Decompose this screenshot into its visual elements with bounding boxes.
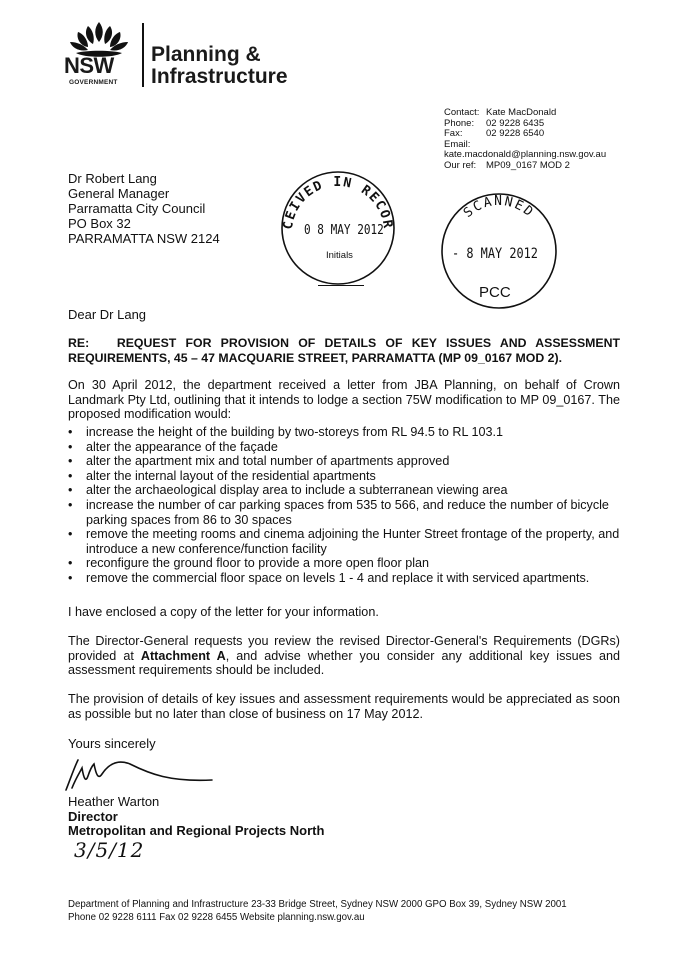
subject-line: RE: REQUEST FOR PROVISION OF DETAILS OF KEY ISSUES AND ASSESSMENT REQUIREMENTS, 45 – 47 MACQUARIE STREET, PARRAMATTA (MP 09_0167 MOD 2).	[68, 336, 620, 365]
list-item: • remove the meeting rooms and cinema adjoining the Hunter Street frontage of the property, and introduce a new conference/function facility	[68, 527, 620, 556]
phone-value: 02 9228 6435	[486, 117, 545, 129]
signatory-name: Heather Warton	[68, 794, 160, 809]
handwritten-signature	[60, 750, 220, 796]
paragraph-intro: On 30 April 2012, the department received a letter from JBA Planning, on behalf of Crown Landmark Pty Ltd, outlining that it intends to lodge a section 75W modification to MP 09_0167. The proposed modification would:	[68, 378, 620, 422]
request-text-start: The Director-General requests you review the revised Director-General's Requirements (DGRs) provided at	[68, 634, 620, 663]
signatory-title: Director	[68, 809, 118, 824]
scanned-stamp	[438, 190, 560, 312]
svg-text:RECEIVED IN RECORDS	[278, 168, 395, 230]
department-name-line1: Planning &	[151, 43, 261, 66]
fax-value: 02 9228 6540	[486, 128, 545, 140]
list-item: • remove the commercial floor space on levels 1 - 4 and replace it with serviced apartments.	[68, 571, 620, 586]
list-item: • increase the number of car parking spaces from 535 to 566, and reduce the number of bicycle parking spaces from 86 to 30 spaces	[68, 498, 620, 527]
recipient-name: Dr Robert Lang	[68, 171, 157, 186]
nsw-wordmark: NSW	[64, 53, 114, 78]
request-text-end: , and advise whether you consider any additional key issues and assessment requirements should be included.	[68, 648, 621, 678]
scanned-stamp-date: - 8 MAY 2012	[452, 246, 538, 262]
scanned-stamp-arc: SCANNED	[460, 194, 538, 221]
list-item: • increase the height of the building by two-storeys from RL 94.5 to RL 103.1	[68, 425, 620, 440]
department-name-line2: Infrastructure	[151, 65, 288, 88]
email-value: kate.macdonald@planning.nsw.gov.au	[444, 149, 607, 161]
recipient-address	[68, 171, 220, 246]
ref-value: MP09_0167 MOD 2	[486, 159, 570, 171]
recipient-title: General Manager	[68, 186, 170, 201]
phone-label: Phone:	[444, 117, 475, 129]
salutation: Dear Dr Lang	[68, 307, 147, 322]
handwritten-date: 3/5/12	[74, 838, 145, 862]
scanned-stamp-code: PCC	[479, 284, 511, 301]
received-stamp-line	[318, 285, 364, 286]
list-item: • alter the archaeological display area to include a subterranean viewing area	[68, 483, 620, 498]
list-item: • alter the apartment mix and total number of apartments approved	[68, 454, 620, 469]
received-stamp-date: 0 8 MAY 2012	[304, 223, 384, 238]
signatory-division: Metropolitan and Regional Projects North	[68, 823, 325, 838]
recipient-city: PARRAMATTA NSW 2124	[68, 231, 220, 246]
contact-label: Contact:	[444, 107, 480, 118]
svg-text:SCANNED	[461, 194, 537, 221]
footer-address: Department of Planning and Infrastructure 23-33 Bridge Street, Sydney NSW 2000 GPO Box 39, Sydney NSW 2001	[68, 899, 567, 910]
contact-name: Kate MacDonald	[486, 107, 557, 118]
government-wordmark: GOVERNMENT	[69, 79, 118, 86]
list-item: • reconfigure the ground floor to provide a more open floor plan	[68, 556, 620, 571]
recipient-organisation: Parramatta City Council	[68, 201, 206, 216]
paragraph-deadline: The provision of details of key issues and assessment requirements would be appreciated as soon as possible but no later than close of business on 17 May 2012.	[68, 692, 620, 721]
ref-label: Our ref:	[444, 159, 477, 171]
paragraph-request	[68, 634, 620, 678]
contact-block	[444, 108, 674, 172]
email-label: Email:	[444, 138, 471, 150]
footer	[68, 899, 628, 924]
received-stamp	[278, 168, 398, 292]
closing: Yours sincerely	[68, 736, 156, 751]
footer-contact: Phone 02 9228 6111 Fax 02 9228 6455 Website planning.nsw.gov.au	[68, 911, 365, 923]
list-item: • alter the appearance of the façade	[68, 440, 620, 455]
paragraph-enclosure: I have enclosed a copy of the letter for your information.	[68, 605, 379, 619]
attachment-reference: Attachment A	[140, 648, 226, 663]
received-stamp-arc: CEIVED IN RECOR	[280, 175, 396, 231]
logo-divider	[142, 23, 144, 87]
fax-label: Fax:	[444, 128, 463, 140]
list-item: • alter the internal layout of the residential apartments	[68, 469, 620, 484]
received-stamp-initials: Initials	[326, 250, 353, 261]
recipient-po-box: PO Box 32	[68, 216, 131, 231]
modification-list	[68, 425, 620, 586]
